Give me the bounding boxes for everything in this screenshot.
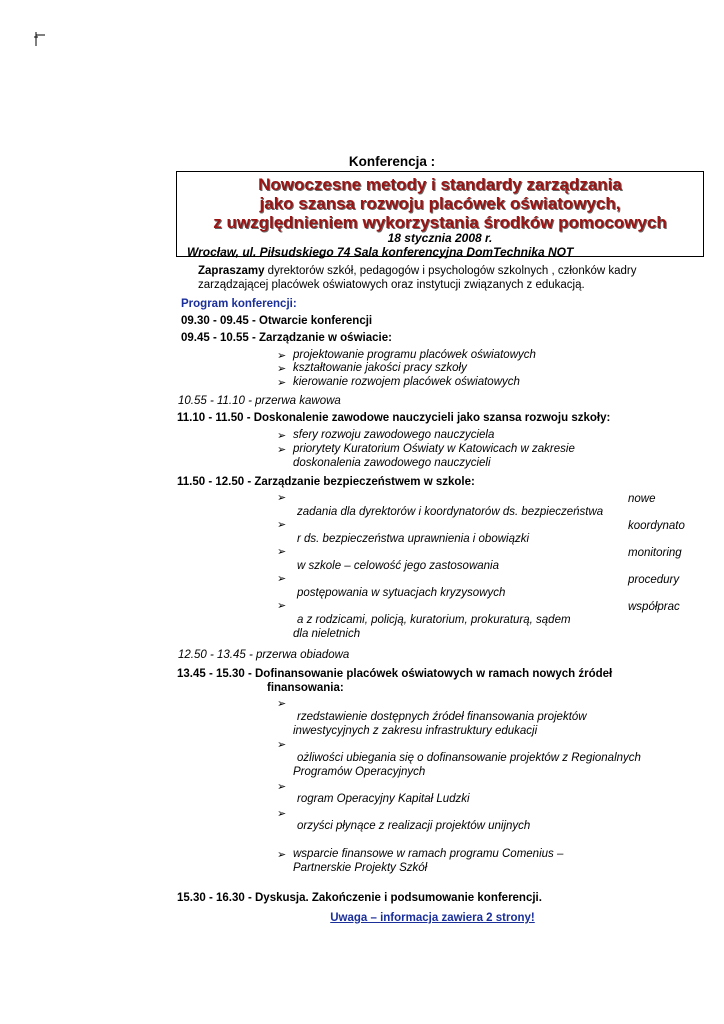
title-box — [176, 171, 704, 257]
title-line-3: z uwzględnieniem wykorzystania środków pomocowych — [213, 213, 667, 232]
title-line-1: Nowoczesne metody i standardy zarządzania — [258, 175, 622, 194]
invitation-text — [198, 264, 678, 292]
lunch-break: 12.50 - 13.45 - przerwa obiadowa — [178, 649, 350, 661]
list-item: nowe — [628, 493, 656, 505]
list-item: doskonalenia zawodowego nauczycieli — [293, 457, 491, 469]
session-management: 09.45 - 10.55 - Zarządzanie w oświacie: — [181, 332, 392, 344]
list-item: orzyści płynące z realizacji projektów unijnych — [297, 820, 531, 832]
bullet-arrow-icon: ➢ — [277, 698, 287, 710]
list-item: kierowanie rozwojem placówek oświatowych — [293, 376, 520, 388]
list-item: projektowanie programu placówek oświatowych — [293, 349, 536, 361]
list-item: kształtowanie jakości pracy szkoły — [293, 362, 467, 374]
invite-lead: Zapraszamy — [198, 265, 265, 277]
list-item: procedury — [628, 574, 680, 586]
list-item: Programów Operacyjnych — [293, 766, 426, 778]
session-discussion: 15.30 - 16.30 - Dyskusja. Zakończenie i podsumowanie konferencji. — [177, 892, 542, 904]
session-funding: 13.45 - 15.30 - Dofinansowanie placówek oświatowych w ramach nowych źródeł — [177, 668, 613, 680]
list-item: wsparcie finansowe w ramach programu Comenius – — [293, 848, 564, 860]
list-item: w szkole – celowość jego zastosowania — [297, 560, 499, 572]
bullet-arrow-icon: ➢ — [277, 444, 287, 456]
session-opening: 09.30 - 09.45 - Otwarcie konferencji — [181, 315, 373, 327]
session-development: 11.10 - 11.50 - Doskonalenie zawodowe nauczycieli jako szansa rozwoju szkoły: — [177, 412, 611, 424]
bullet-arrow-icon: ➢ — [277, 573, 287, 585]
invite-rest: dyrektorów szkół, pedagogów i psychologów szkolnych , członków kadry zarządzającej placówek oświatowych oraz instytucji związanych z edukacją. — [198, 265, 637, 291]
list-item: Partnerskie Projekty Szkół — [293, 862, 428, 874]
list-item: rogram Operacyjny Kapitał Ludzki — [297, 793, 470, 805]
conference-label: Konferencja : — [348, 154, 436, 169]
event-venue: Wrocław, ul. Piłsudskiego 74 Sala konferencyjna DomTechnika NOT — [187, 245, 574, 259]
bullet-arrow-icon: ➢ — [277, 519, 287, 531]
list-item: dla nieletnich — [293, 628, 361, 640]
corner-mark-icon — [33, 32, 45, 46]
list-item: monitoring — [628, 547, 682, 559]
bullet-arrow-icon: ➢ — [277, 781, 287, 793]
bullet-arrow-icon: ➢ — [277, 430, 287, 442]
bullet-arrow-icon: ➢ — [277, 739, 287, 751]
bullet-arrow-icon: ➢ — [277, 849, 287, 861]
bullet-arrow-icon: ➢ — [277, 350, 287, 362]
list-item: r ds. bezpieczeństwa uprawnienia i obowiązki — [297, 533, 530, 545]
bullet-arrow-icon: ➢ — [277, 363, 287, 375]
list-item: koordynato — [628, 520, 685, 532]
coffee-break: 10.55 - 11.10 - przerwa kawowa — [178, 395, 341, 407]
list-item: współprac — [628, 601, 680, 613]
program-heading: Program konferencji: — [181, 298, 297, 310]
bullet-arrow-icon: ➢ — [277, 808, 287, 820]
list-item: zadania dla dyrektorów i koordynatorów ds. bezpieczeństwa — [297, 506, 604, 518]
list-item: rzedstawienie dostępnych źródeł finansowania projektów — [297, 711, 587, 723]
bullet-arrow-icon: ➢ — [277, 492, 287, 504]
session-funding-cont: finansowania: — [267, 682, 344, 694]
bullet-arrow-icon: ➢ — [277, 600, 287, 612]
bullet-arrow-icon: ➢ — [277, 377, 287, 389]
list-item: postępowania w sytuacjach kryzysowych — [297, 587, 506, 599]
title-line-2: jako szansa rozwoju placówek oświatowych, — [259, 194, 621, 213]
list-item: ożliwości ubiegania się o dofinansowanie projektów z Regionalnych — [297, 752, 641, 764]
bullet-arrow-icon: ➢ — [277, 546, 287, 558]
session-safety: 11.50 - 12.50 - Zarządzanie bezpieczeństwem w szkole: — [177, 476, 475, 488]
list-item: priorytety Kuratorium Oświaty w Katowicach w zakresie — [293, 443, 575, 455]
list-item: a z rodzicami, policją, kuratorium, prokuraturą, sądem — [297, 614, 571, 626]
two-pages-note: Uwaga – informacja zawiera 2 strony! — [330, 912, 535, 924]
event-date: 18 stycznia 2008 r. — [387, 231, 493, 245]
list-item: sfery rozwoju zawodowego nauczyciela — [293, 429, 495, 441]
list-item: inwestycyjnych z zakresu infrastruktury edukacji — [293, 725, 538, 737]
